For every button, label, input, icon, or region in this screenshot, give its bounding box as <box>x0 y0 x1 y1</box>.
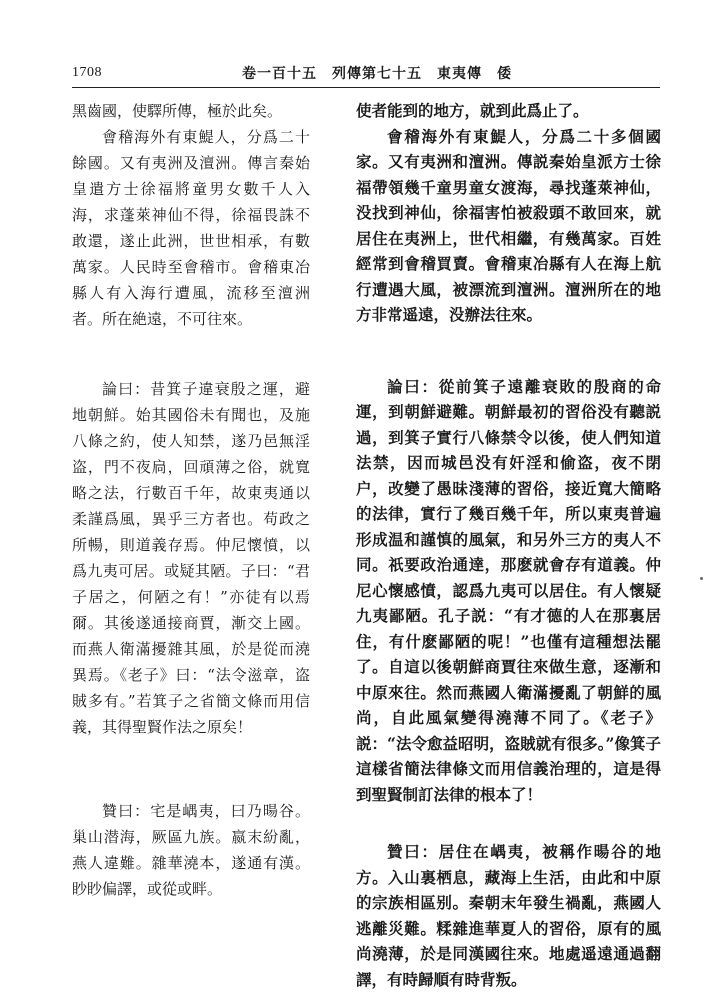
page-header <box>72 63 662 85</box>
classical-text-column <box>72 98 310 902</box>
translation-paragraph-continuation: 使者能到的地方，就到此爲止了。 <box>356 101 589 120</box>
translation-column <box>356 98 661 992</box>
classical-paragraph-continuation: 黑齒國，使驛所傳，極於此矣。 <box>72 102 283 120</box>
classical-paragraph-kuaiji: 會稽海外有東鯷人，分爲二十餘國。又有夷洲及澶洲。傳言秦始皇遣方士徐福將童男女數千人入海，求蓬萊神仙不得，徐福畏誅不敢還，遂止此洲，世世相承，有數萬家。人民時至會稽市。會稽東冶縣人有入海行遭風，流移至澶洲者。所在絶遠，不可往來。 <box>72 128 310 328</box>
classical-paragraph-zan: 贊曰：宅是嵎夷，曰乃暘谷。巢山潜海，厥區九族。嬴末紛亂，燕人違難。雜華澆本，遂通有漢。眇眇偏譯，或從或畔。 <box>72 802 310 898</box>
translation-paragraph-lun: 論曰：從前箕子遠離衰敗的殷商的命運，到朝鮮避難。朝鮮最初的習俗没有聽説過，到箕子實行八條禁令以後，使人們知道法禁，因而城邑没有奸淫和偷盗，夜不閉户，改變了愚昧淺薄的習俗，接近寬大簡略的法律，實行了幾百幾千年，所以東夷普遍形成温和謹慎的風氣，和另外三方的夷人不同。祇要政治通達，那麽就會存有道義。仲尼心懷感憤，認爲九夷可以居住。有人懷疑九夷鄙陋。孔子説：“有才德的人在那裏居住，有什麽鄙陋的呢！”也僅有這種想法罷了。自這以後朝鮮商賈往來做生意，逐漸和中原來往。然而燕國人衛滿擾亂了朝鮮的風尚，自此風氣變得澆薄不同了。《老子》説：“法令愈益昭明，盗賊就有很多。”像箕子這樣省簡法律條文而用信義治理的，這是得到聖賢制訂法律的根本了！ <box>356 376 661 804</box>
classical-paragraph-lun: 論曰：昔箕子違衰殷之運，避地朝鮮。始其國俗未有聞也，及施八條之約，使人知禁，遂乃邑無淫盗，門不夜扃，回頑薄之俗，就寬略之法，行數百千年，故東夷通以柔謹爲風，異乎三方者也。苟政之所暢，則道義存焉。仲尼懷憤，以爲九夷可居。或疑其陋。子曰：“君子居之，何陋之有！”亦徒有以焉爾。其後遂通接商賈，漸交上國。而燕人衛滿擾雜其風，於是從而澆異焉。《老子》曰：“法令滋章，盗賊多有。”若箕子之省簡文條而用信義，其得聖賢作法之原矣！ <box>72 380 310 736</box>
page-number: 1708 <box>72 65 102 80</box>
translation-paragraph-kuaiji: 會稽海外有東鯷人，分爲二十多個國家。又有夷洲和澶洲。傳説秦始皇派方士徐福帶領幾千童男童女渡海，尋找蓬萊神仙，没找到神仙，徐福害怕被殺頭不敢回來，就居住在夷洲上，世代相繼，有幾萬家。百姓經常到會稽買賣。會稽東冶縣有人在海上航行遭遇大風，被漂流到澶洲。澶洲所在的地方非常遥遠，没辦法往來。 <box>356 126 661 324</box>
header-rule <box>72 87 660 88</box>
margin-mark <box>700 577 703 580</box>
translation-paragraph-zan: 贊曰：居住在嵎夷，被稱作暘谷的地方。入山裏栖息，藏海上生活，由此和中原的宗族相區别。秦朝末年發生禍亂，燕國人逃離災難。糅雜進華夏人的習俗，原有的風尚澆薄，於是同漢國往來。地處遥遠通過翻譯，有時歸順有時背叛。 <box>356 842 661 989</box>
running-head: 卷一百十五 列傳第七十五 東夷傳 倭 <box>242 66 512 82</box>
